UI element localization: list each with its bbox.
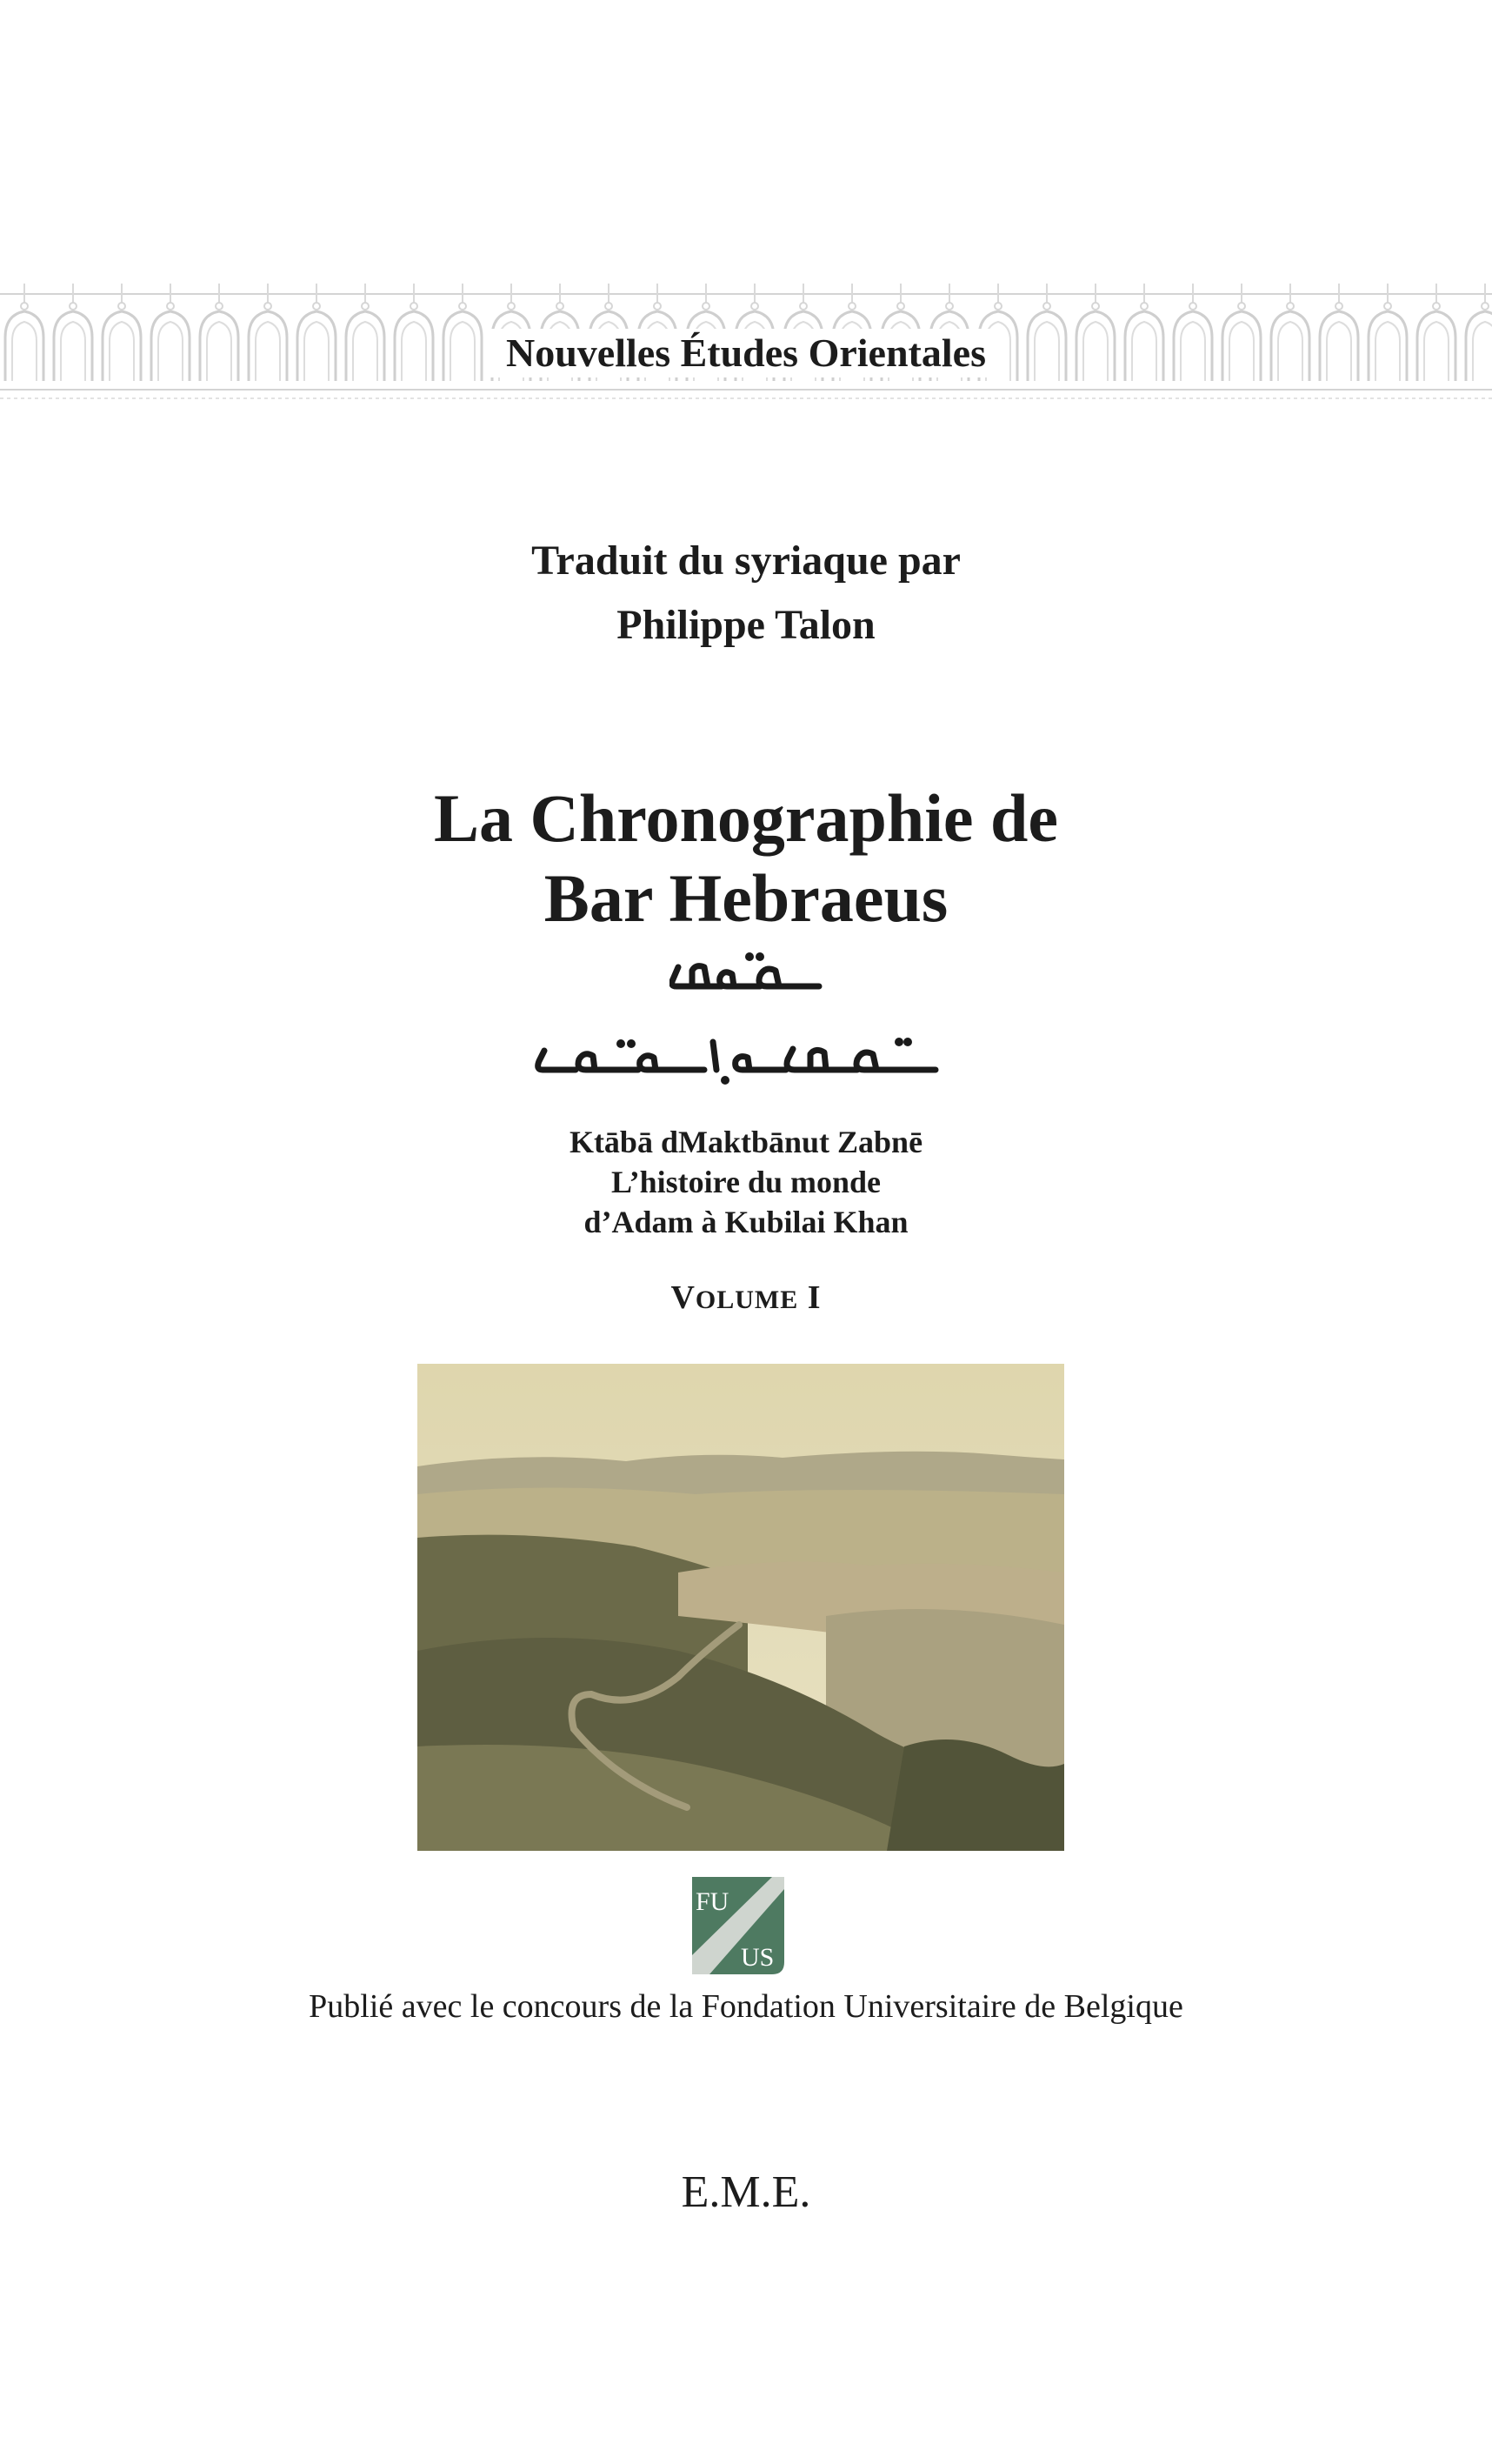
- subtitle-block: [0, 1122, 1492, 1242]
- fondation-universitaire-logo: [689, 1877, 788, 1978]
- volume-label: [0, 1279, 1492, 1317]
- translator-block: [0, 529, 1492, 658]
- translator-line: Traduit du syriaque par: [531, 538, 961, 584]
- translator-name: Philippe Talon: [616, 602, 876, 648]
- volume-word-rest: OLUME: [695, 1285, 799, 1314]
- subtitle-line-2: d’Adam à Kubilai Khan: [583, 1205, 909, 1239]
- landscape-photo: [417, 1364, 1064, 1851]
- subtitle-line-1: L’histoire du monde: [610, 1165, 882, 1199]
- main-title: [0, 778, 1492, 938]
- transliteration: Ktābā dMaktbānut Zabnē: [569, 1125, 923, 1159]
- logo-text-top: FU: [696, 1887, 729, 1916]
- publisher-note: Publié avec le concours de la Fondation Universitaire de Belgique: [309, 1988, 1183, 2025]
- volume-word-initial: V: [670, 1279, 696, 1316]
- syriac-subtitle-words-icon: [534, 1033, 941, 1087]
- syriac-title-word-icon: [669, 948, 823, 998]
- volume-number: I: [807, 1279, 822, 1316]
- logo-text-bottom: US: [741, 1943, 775, 1972]
- publisher-name: E.M.E.: [681, 2167, 811, 2217]
- series-title: Nouvelles Études Orientales: [0, 329, 1492, 377]
- main-title-line-2: Bar Hebraeus: [543, 860, 949, 936]
- main-title-line-1: La Chronographie de: [434, 780, 1058, 856]
